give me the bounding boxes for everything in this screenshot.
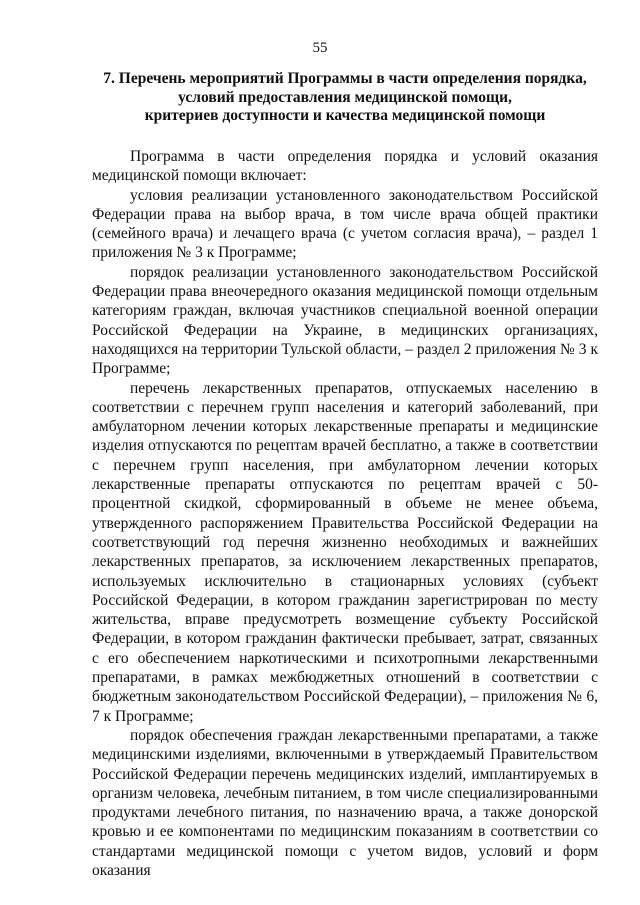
page-number: 55 bbox=[312, 40, 328, 56]
heading-line-3: критериев доступности и качества медицинской помощи bbox=[144, 107, 546, 124]
section-heading bbox=[92, 70, 598, 126]
paragraph-drug-provision: порядок обеспечения граждан лекарственными препаратами, а также медицинскими изделиями, включенными в утверждаемый Правительством Российской Федерации перечень медицинских изделий, имплантируемых в организм человека, лечебным питанием, в том числе специализированными продуктами лечебного питания, по назначению врача, а также донорской кровью и ее компонентами по медицинским показаниям в соответствии со стандартами медицинской помощи с учетом видов, условий и форм оказания bbox=[92, 726, 598, 879]
heading-line-2: условий предоставления медицинской помощи, bbox=[178, 88, 512, 106]
heading-line-1: 7. Перечень мероприятий Программы в части определения порядка, bbox=[103, 70, 587, 87]
paragraph-choice-of-doctor: условия реализации установленного законодательством Российской Федерации права на выбор врача, в том числе врача общей практики (семейного врача) и лечащего врача (с учетом согласия врача), – раздел 1 приложения № 3 к Программе; bbox=[92, 186, 598, 262]
paragraph-priority-care: порядок реализации установленного законодательством Российской Федерации права внеочередного оказания медицинской помощи отдельным категориям граждан, включая участников специальной военной операции Российской Федерации на Украине, в медицинских организациях, находящихся на территории Тульской области, – раздел 2 приложения № 3 к Программе; bbox=[92, 263, 598, 378]
document-body bbox=[92, 147, 598, 880]
paragraph-drug-list: перечень лекарственных препаратов, отпускаемых населению в соответствии с перечнем групп населения и категорий заболеваний, при амбулаторном лечении которых лекарственные препараты и медицинские изделия отпускаются по рецептам врачей бесплатно, а также в соответствии с перечнем групп населения, при амбулаторном лечении которых лекарственные препараты отпускаются по рецептам врачей с 50-процентной скидкой, сформированный в объеме не менее объема, утвержденного распоряжением Правительства Российской Федерации на соответствующий год перечня жизненно необходимых и важнейших лекарственных препаратов, за исключением лекарственных препаратов, используемых исключительно в стационарных условиях (субъект Российской Федерации, в котором гражданин зарегистрирован по месту жительства, вправе предусмотреть возмещение субъекту Российской Федерации, в котором гражданин фактически пребывает, затрат, связанных с его обеспечением наркотическими и психотропными лекарственными препаратами, в рамках межбюджетных отношений в соответствии с бюджетным законодательством Российской Федерации), – приложения № 6, 7 к Программе; bbox=[92, 379, 598, 725]
paragraph-intro: Программа в части определения порядка и условий оказания медицинской помощи включает: bbox=[92, 148, 598, 185]
